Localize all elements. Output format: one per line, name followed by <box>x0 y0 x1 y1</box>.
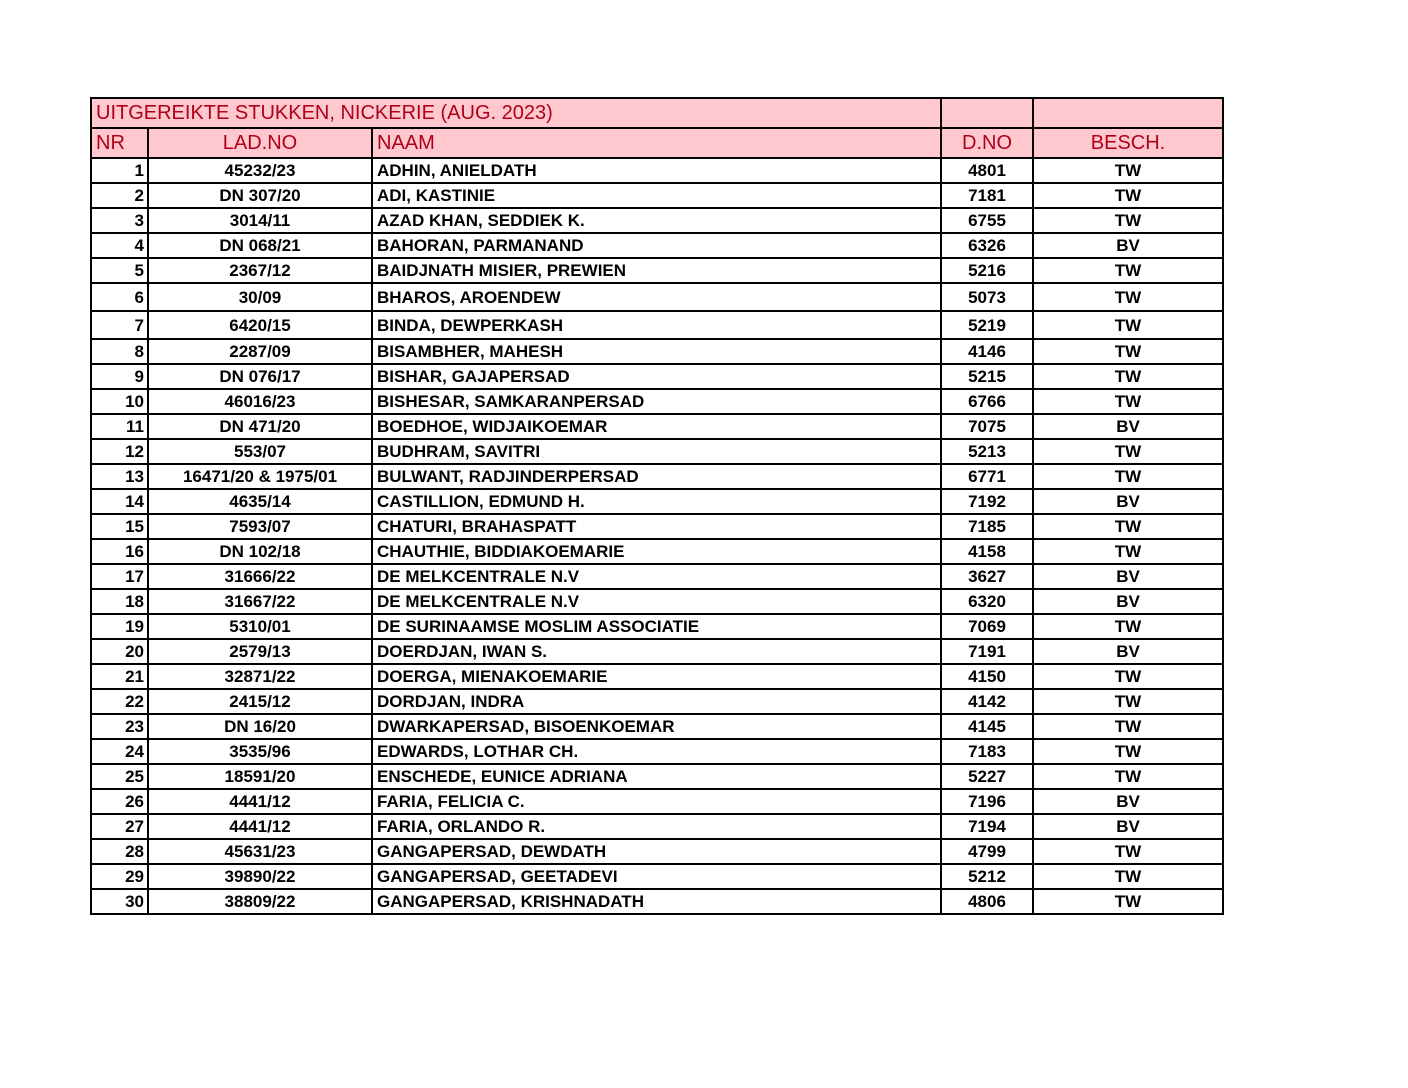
column-header-lad-no: LAD.NO <box>148 128 372 158</box>
cell-naam: ADHIN, ANIELDATH <box>372 158 941 183</box>
cell-d-no: 7183 <box>941 739 1033 764</box>
cell-nr: 11 <box>91 414 148 439</box>
cell-besch: TW <box>1033 339 1223 364</box>
cell-naam: DOERGA, MIENAKOEMARIE <box>372 664 941 689</box>
cell-nr: 19 <box>91 614 148 639</box>
cell-besch: TW <box>1033 664 1223 689</box>
table-row <box>91 514 1223 539</box>
cell-nr: 29 <box>91 864 148 889</box>
table-row <box>91 233 1223 258</box>
cell-naam: DWARKAPERSAD, BISOENKOEMAR <box>372 714 941 739</box>
cell-d-no: 5213 <box>941 439 1033 464</box>
cell-lad-no: DN 16/20 <box>148 714 372 739</box>
table-row <box>91 589 1223 614</box>
cell-besch: TW <box>1033 689 1223 714</box>
table-row <box>91 311 1223 339</box>
cell-naam: CASTILLION, EDMUND H. <box>372 489 941 514</box>
cell-nr: 23 <box>91 714 148 739</box>
cell-nr: 24 <box>91 739 148 764</box>
column-header-nr: NR <box>91 128 148 158</box>
cell-lad-no: 18591/20 <box>148 764 372 789</box>
cell-besch: TW <box>1033 714 1223 739</box>
cell-nr: 25 <box>91 764 148 789</box>
table-row <box>91 789 1223 814</box>
table-row <box>91 414 1223 439</box>
cell-d-no: 4146 <box>941 339 1033 364</box>
table-row <box>91 489 1223 514</box>
cell-naam: GANGAPERSAD, KRISHNADATH <box>372 889 941 914</box>
cell-d-no: 4801 <box>941 158 1033 183</box>
cell-nr: 20 <box>91 639 148 664</box>
cell-d-no: 5212 <box>941 864 1033 889</box>
cell-naam: ADI, KASTINIE <box>372 183 941 208</box>
table-row <box>91 339 1223 364</box>
table-row <box>91 439 1223 464</box>
cell-lad-no: 2579/13 <box>148 639 372 664</box>
cell-besch: TW <box>1033 514 1223 539</box>
table-row <box>91 739 1223 764</box>
cell-besch: TW <box>1033 464 1223 489</box>
cell-naam: GANGAPERSAD, GEETADEVI <box>372 864 941 889</box>
cell-nr: 5 <box>91 258 148 283</box>
cell-d-no: 4799 <box>941 839 1033 864</box>
cell-d-no: 4145 <box>941 714 1033 739</box>
cell-lad-no: 2287/09 <box>148 339 372 364</box>
cell-besch: TW <box>1033 839 1223 864</box>
table-row <box>91 464 1223 489</box>
cell-nr: 28 <box>91 839 148 864</box>
cell-lad-no: 3014/11 <box>148 208 372 233</box>
table-row <box>91 764 1223 789</box>
cell-nr: 14 <box>91 489 148 514</box>
cell-d-no: 4158 <box>941 539 1033 564</box>
table-row <box>91 258 1223 283</box>
cell-besch: TW <box>1033 389 1223 414</box>
cell-nr: 1 <box>91 158 148 183</box>
cell-naam: FARIA, ORLANDO R. <box>372 814 941 839</box>
cell-d-no: 7069 <box>941 614 1033 639</box>
column-header-d-no: D.NO <box>941 128 1033 158</box>
cell-naam: DE MELKCENTRALE N.V <box>372 589 941 614</box>
cell-lad-no: 46016/23 <box>148 389 372 414</box>
cell-naam: BAIDJNATH MISIER, PREWIEN <box>372 258 941 283</box>
cell-lad-no: DN 102/18 <box>148 539 372 564</box>
table-row <box>91 889 1223 914</box>
cell-besch: TW <box>1033 539 1223 564</box>
cell-naam: BHAROS, AROENDEW <box>372 283 941 311</box>
cell-naam: ENSCHEDE, EUNICE ADRIANA <box>372 764 941 789</box>
cell-nr: 26 <box>91 789 148 814</box>
title-empty-cell <box>1033 98 1223 128</box>
cell-lad-no: DN 076/17 <box>148 364 372 389</box>
cell-nr: 12 <box>91 439 148 464</box>
cell-d-no: 6771 <box>941 464 1033 489</box>
cell-d-no: 5216 <box>941 258 1033 283</box>
table-row <box>91 814 1223 839</box>
table-row <box>91 664 1223 689</box>
table-row <box>91 539 1223 564</box>
cell-lad-no: 45631/23 <box>148 839 372 864</box>
cell-besch: TW <box>1033 208 1223 233</box>
cell-lad-no: 31667/22 <box>148 589 372 614</box>
cell-nr: 21 <box>91 664 148 689</box>
cell-d-no: 3627 <box>941 564 1033 589</box>
cell-besch: TW <box>1033 439 1223 464</box>
cell-d-no: 7192 <box>941 489 1033 514</box>
cell-naam: BINDA, DEWPERKASH <box>372 311 941 339</box>
cell-d-no: 7194 <box>941 814 1033 839</box>
cell-naam: EDWARDS, LOTHAR CH. <box>372 739 941 764</box>
cell-d-no: 4806 <box>941 889 1033 914</box>
cell-naam: DOERDJAN, IWAN S. <box>372 639 941 664</box>
cell-nr: 4 <box>91 233 148 258</box>
cell-nr: 13 <box>91 464 148 489</box>
cell-naam: BULWANT, RADJINDERPERSAD <box>372 464 941 489</box>
cell-lad-no: 4441/12 <box>148 814 372 839</box>
cell-naam: FARIA, FELICIA C. <box>372 789 941 814</box>
cell-d-no: 7075 <box>941 414 1033 439</box>
cell-besch: TW <box>1033 283 1223 311</box>
cell-lad-no: 5310/01 <box>148 614 372 639</box>
cell-d-no: 5215 <box>941 364 1033 389</box>
cell-nr: 22 <box>91 689 148 714</box>
cell-naam: BISHAR, GAJAPERSAD <box>372 364 941 389</box>
cell-naam: BAHORAN, PARMANAND <box>372 233 941 258</box>
cell-nr: 2 <box>91 183 148 208</box>
cell-lad-no: 4441/12 <box>148 789 372 814</box>
cell-lad-no: 3535/96 <box>148 739 372 764</box>
cell-lad-no: DN 307/20 <box>148 183 372 208</box>
cell-d-no: 6755 <box>941 208 1033 233</box>
cell-besch: TW <box>1033 311 1223 339</box>
table-row <box>91 689 1223 714</box>
cell-lad-no: 16471/20 & 1975/01 <box>148 464 372 489</box>
cell-besch: BV <box>1033 814 1223 839</box>
cell-besch: TW <box>1033 614 1223 639</box>
table-row <box>91 564 1223 589</box>
table-row <box>91 714 1223 739</box>
cell-naam: GANGAPERSAD, DEWDATH <box>372 839 941 864</box>
cell-besch: TW <box>1033 258 1223 283</box>
cell-d-no: 7185 <box>941 514 1033 539</box>
document-title: UITGEREIKTE STUKKEN, NICKERIE (AUG. 2023) <box>91 98 941 128</box>
cell-nr: 15 <box>91 514 148 539</box>
cell-besch: BV <box>1033 414 1223 439</box>
table-row <box>91 639 1223 664</box>
cell-besch: TW <box>1033 864 1223 889</box>
cell-lad-no: 30/09 <box>148 283 372 311</box>
table-row <box>91 283 1223 311</box>
cell-besch: BV <box>1033 564 1223 589</box>
cell-nr: 17 <box>91 564 148 589</box>
cell-d-no: 7196 <box>941 789 1033 814</box>
column-header-naam: NAAM <box>372 128 941 158</box>
header-row <box>91 128 1223 158</box>
cell-besch: BV <box>1033 589 1223 614</box>
cell-nr: 18 <box>91 589 148 614</box>
cell-nr: 27 <box>91 814 148 839</box>
cell-besch: BV <box>1033 639 1223 664</box>
table-row <box>91 364 1223 389</box>
cell-lad-no: 38809/22 <box>148 889 372 914</box>
cell-nr: 30 <box>91 889 148 914</box>
cell-nr: 6 <box>91 283 148 311</box>
cell-naam: CHAUTHIE, BIDDIAKOEMARIE <box>372 539 941 564</box>
cell-d-no: 4142 <box>941 689 1033 714</box>
cell-lad-no: 2367/12 <box>148 258 372 283</box>
column-header-besch: BESCH. <box>1033 128 1223 158</box>
table-row <box>91 864 1223 889</box>
cell-d-no: 5219 <box>941 311 1033 339</box>
cell-d-no: 6766 <box>941 389 1033 414</box>
cell-lad-no: DN 068/21 <box>148 233 372 258</box>
cell-lad-no: 6420/15 <box>148 311 372 339</box>
cell-nr: 10 <box>91 389 148 414</box>
title-empty-cell <box>941 98 1033 128</box>
cell-d-no: 7191 <box>941 639 1033 664</box>
cell-naam: DORDJAN, INDRA <box>372 689 941 714</box>
table-row <box>91 389 1223 414</box>
cell-naam: DE MELKCENTRALE N.V <box>372 564 941 589</box>
cell-naam: BISAMBHER, MAHESH <box>372 339 941 364</box>
cell-d-no: 7181 <box>941 183 1033 208</box>
cell-lad-no: 7593/07 <box>148 514 372 539</box>
cell-d-no: 5227 <box>941 764 1033 789</box>
cell-naam: AZAD KHAN, SEDDIEK K. <box>372 208 941 233</box>
cell-nr: 3 <box>91 208 148 233</box>
cell-besch: TW <box>1033 183 1223 208</box>
cell-lad-no: DN 471/20 <box>148 414 372 439</box>
cell-besch: TW <box>1033 739 1223 764</box>
cell-naam: BUDHRAM, SAVITRI <box>372 439 941 464</box>
table-row <box>91 208 1223 233</box>
cell-lad-no: 31666/22 <box>148 564 372 589</box>
cell-naam: DE SURINAAMSE MOSLIM ASSOCIATIE <box>372 614 941 639</box>
cell-lad-no: 45232/23 <box>148 158 372 183</box>
cell-d-no: 5073 <box>941 283 1033 311</box>
cell-besch: TW <box>1033 158 1223 183</box>
cell-d-no: 6326 <box>941 233 1033 258</box>
cell-nr: 16 <box>91 539 148 564</box>
cell-besch: TW <box>1033 764 1223 789</box>
cell-nr: 9 <box>91 364 148 389</box>
cell-nr: 8 <box>91 339 148 364</box>
cell-besch: BV <box>1033 233 1223 258</box>
table-row <box>91 614 1223 639</box>
table-row <box>91 183 1223 208</box>
table-row <box>91 158 1223 183</box>
cell-besch: BV <box>1033 789 1223 814</box>
cell-besch: TW <box>1033 889 1223 914</box>
cell-naam: CHATURI, BRAHASPATT <box>372 514 941 539</box>
cell-naam: BISHESAR, SAMKARANPERSAD <box>372 389 941 414</box>
cell-d-no: 6320 <box>941 589 1033 614</box>
cell-besch: TW <box>1033 364 1223 389</box>
cell-lad-no: 32871/22 <box>148 664 372 689</box>
title-row <box>91 98 1223 128</box>
cell-d-no: 4150 <box>941 664 1033 689</box>
cell-besch: BV <box>1033 489 1223 514</box>
document-table <box>90 97 1224 915</box>
cell-nr: 7 <box>91 311 148 339</box>
cell-naam: BOEDHOE, WIDJAIKOEMAR <box>372 414 941 439</box>
cell-lad-no: 39890/22 <box>148 864 372 889</box>
cell-lad-no: 4635/14 <box>148 489 372 514</box>
cell-lad-no: 2415/12 <box>148 689 372 714</box>
cell-lad-no: 553/07 <box>148 439 372 464</box>
table-row <box>91 839 1223 864</box>
